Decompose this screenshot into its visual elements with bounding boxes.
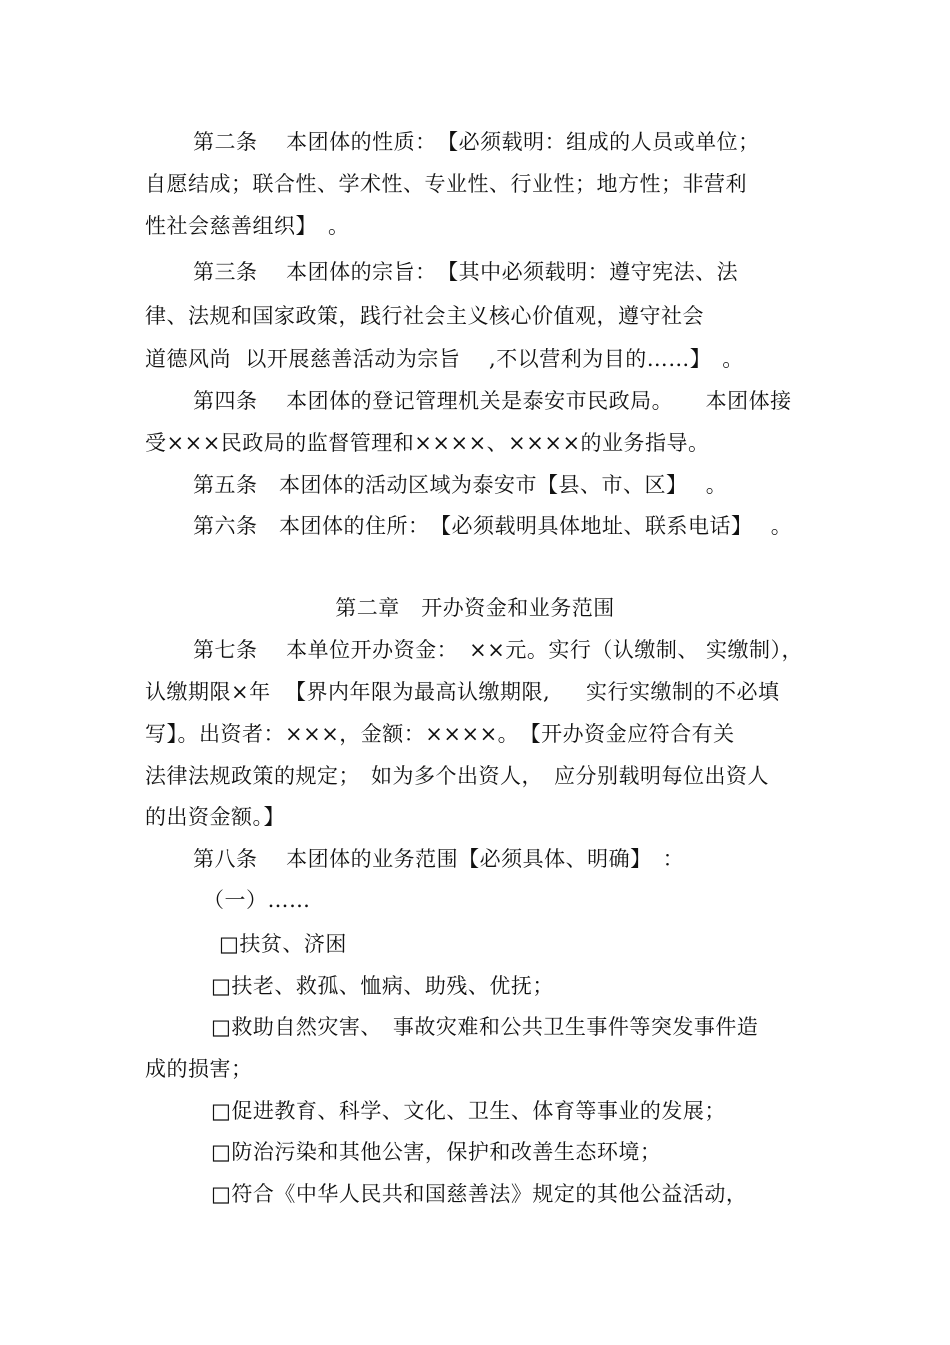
article-5: 第五条 本团体的活动区域为泰安市【县、市、区】 。 (193, 473, 728, 497)
article-4-line-1: 第四条 本团体的登记管理机关是泰安市民政局。 本团体接 (193, 389, 792, 413)
option-item: □救助自然灾害、 事故灾难和公共卫生事件等突发事件造 (211, 1015, 759, 1039)
article-3-line-1: 第三条 本团体的宗旨： 【其中必须载明：遵守宪法、法 (193, 260, 739, 284)
article-4-line-2: 受×××民政局的监督管理和××××、××××的业务指导。 (145, 431, 710, 455)
option-item: □符合《中华人民共和国慈善法》规定的其他公益活动， (211, 1182, 748, 1206)
chapter-2-title: 第二章 开办资金和业务范围 (335, 596, 615, 620)
article-7-line-2: 认缴期限×年 【界内年限为最高认缴期限, 实行实缴制的不必填 (145, 680, 780, 704)
article-7-line-1: 第七条 本单位开办资金： ××元。实行（认缴制、 实缴制）， (193, 638, 804, 662)
article-2-line-1: 第二条 本团体的性质： 【必须载明：组成的人员或单位； (193, 130, 760, 154)
article-8-item-1: （一）…… (203, 888, 311, 912)
option-item: □促进教育、科学、文化、卫生、体育等事业的发展； (211, 1099, 726, 1123)
article-7-line-5: 的出资金额。】 (145, 805, 285, 829)
article-8-line-1: 第八条 本团体的业务范围【必须具体、明确】 ： (193, 847, 685, 871)
article-7-line-3: 写】。出资者：×××，金额：××××。 【开办资金应符合有关 (145, 722, 735, 746)
option-item-continuation: 成的损害； (145, 1057, 253, 1081)
article-2-line-3: 性社会慈善组织】 。 (145, 214, 350, 238)
article-3-line-2: 律、法规和国家政策，践行社会主义核心价值观，遵守社会 (145, 304, 704, 328)
article-7-line-4: 法律法规政策的规定； 如为多个出资人， 应分别载明每位出资人 (145, 764, 769, 788)
option-item: □防治污染和其他公害，保护和改善生态环境； (211, 1140, 662, 1164)
article-3-line-3: 道德风尚 以开展慈善活动为宗旨 ,不以营利为目的……】 。 (145, 347, 744, 371)
option-item: □扶老、救孤、恤病、助残、优抚； (211, 974, 554, 998)
option-item: □扶贫、济困 (219, 932, 347, 956)
article-6: 第六条 本团体的住所： 【必须载明具体地址、联系电话】 。 (193, 514, 793, 538)
article-2-line-2: 自愿结成；联合性、学术性、专业性、行业性；地方性；非营利 (145, 172, 747, 196)
